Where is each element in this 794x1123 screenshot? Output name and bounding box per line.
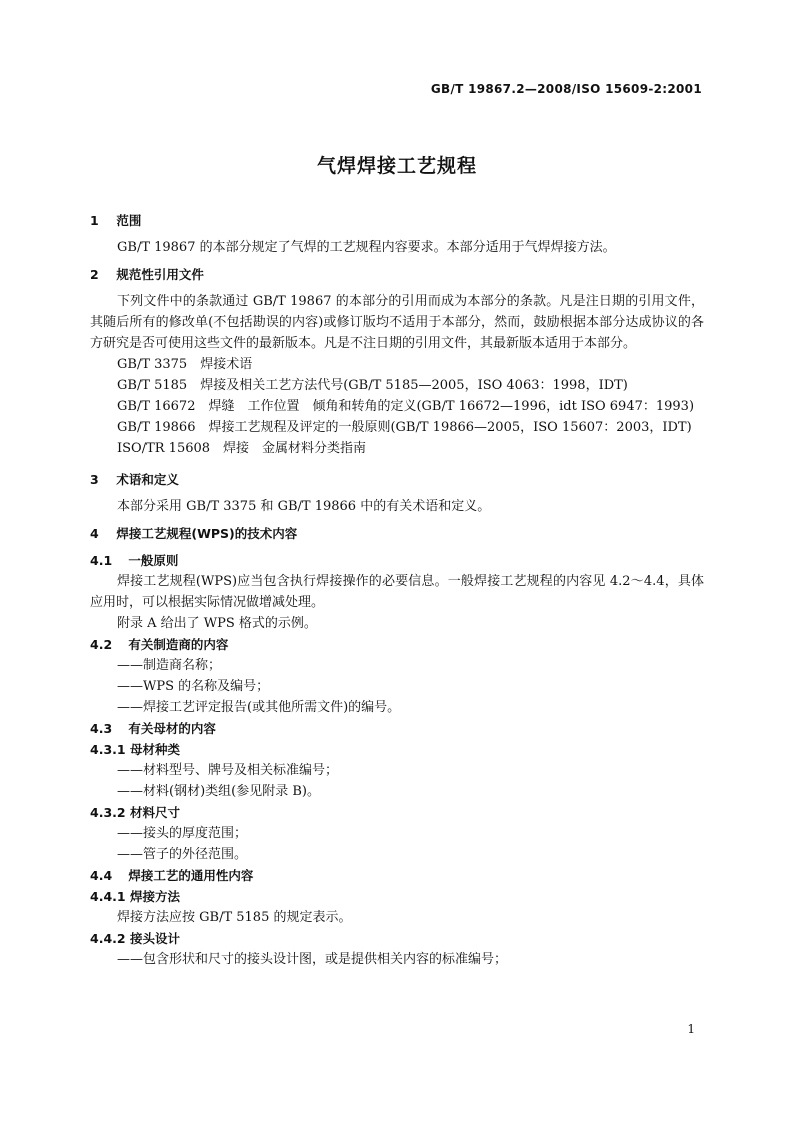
section-4-4-2-heading: 4.4.2 接头设计	[90, 931, 180, 946]
section-1-text: GB/T 19867 的本部分规定了气焊的工艺规程内容要求。本部分适用于气焊焊接方法。	[117, 240, 616, 255]
section-4-3-heading: 4.3 有关母材的内容	[90, 721, 216, 736]
list-item: ——材料型号、牌号及相关标准编号；	[117, 763, 339, 778]
reference-item: GB/T 19866 焊接工艺规程及评定的一般原则(GB/T 19866—2005，ISO 15607：2003，IDT)	[117, 420, 692, 435]
reference-item: GB/T 5185 焊接及相关工艺方法代号(GB/T 5185—2005，ISO 4063：1998，IDT)	[117, 378, 628, 393]
list-item: ——接头的厚度范围；	[117, 826, 248, 841]
section-3-text: 本部分采用 GB/T 3375 和 GB/T 19866 中的有关术语和定义。	[117, 499, 491, 514]
reference-item: ISO/TR 15608 焊接 金属材料分类指南	[117, 441, 367, 456]
section-4-2-heading: 4.2 有关制造商的内容	[90, 637, 229, 652]
reference-item: GB/T 3375 焊接术语	[117, 357, 253, 372]
list-item: ——制造商名称；	[117, 658, 222, 673]
section-4-3-1-heading: 4.3.1 母材种类	[90, 742, 180, 757]
section-4-1-heading: 4.1 一般原则	[90, 553, 179, 568]
section-2-heading: 2 规范性引用文件	[90, 267, 204, 282]
list-item: ——管子的外径范围。	[117, 847, 248, 862]
list-item: ——包含形状和尺寸的接头设计图，或是提供相关内容的标准编号；	[117, 952, 508, 967]
document-body	[90, 210, 704, 970]
list-item: ——焊接工艺评定报告(或其他所需文件)的编号。	[117, 700, 401, 715]
section-1-heading: 1 范围	[90, 213, 142, 228]
section-4-4-1-text: 焊接方法应按 GB/T 5185 的规定表示。	[117, 910, 352, 925]
section-4-3-2-heading: 4.3.2 材料尺寸	[90, 805, 180, 820]
document-code: GB/T 19867.2—2008/ISO 15609-2:2001	[430, 82, 702, 96]
section-4-4-heading: 4.4 焊接工艺的通用性内容	[90, 868, 254, 883]
list-item: ——材料(钢材)类组(参见附录 B)。	[117, 784, 320, 799]
list-item: ——WPS 的名称及编号；	[117, 679, 270, 694]
section-4-heading: 4 焊接工艺规程(WPS)的技术内容	[90, 526, 298, 541]
section-4-4-1-heading: 4.4.1 焊接方法	[90, 889, 180, 904]
reference-item: GB/T 16672 焊缝 工作位置 倾角和转角的定义(GB/T 16672—1996，idt ISO 6947：1993)	[117, 399, 695, 414]
section-4-1-text-2: 附录 A 给出了 WPS 格式的示例。	[117, 616, 317, 631]
section-3-heading: 3 术语和定义	[90, 472, 179, 487]
page-number: 1	[687, 1022, 695, 1036]
document-title: 气焊焊接工艺规程	[316, 155, 477, 177]
section-4-1-text: 焊接工艺规程(WPS)应当包含执行焊接操作的必要信息。一般焊接工艺规程的内容见 4.2～4.4，具体应用时，可以根据实际情况做增减处理。	[90, 574, 704, 610]
section-2-text: 下列文件中的条款通过 GB/T 19867 的本部分的引用而成为本部分的条款。凡是注日期的引用文件，其随后所有的修改单(不包括勘误的内容)或修订版均不适用于本部分，然而，鼓励根据本部分达成协议的各方研究是否可使用这些文件的最新版本。凡是不注日期的引用文件，其最新版本适用于本部分。	[90, 294, 704, 351]
